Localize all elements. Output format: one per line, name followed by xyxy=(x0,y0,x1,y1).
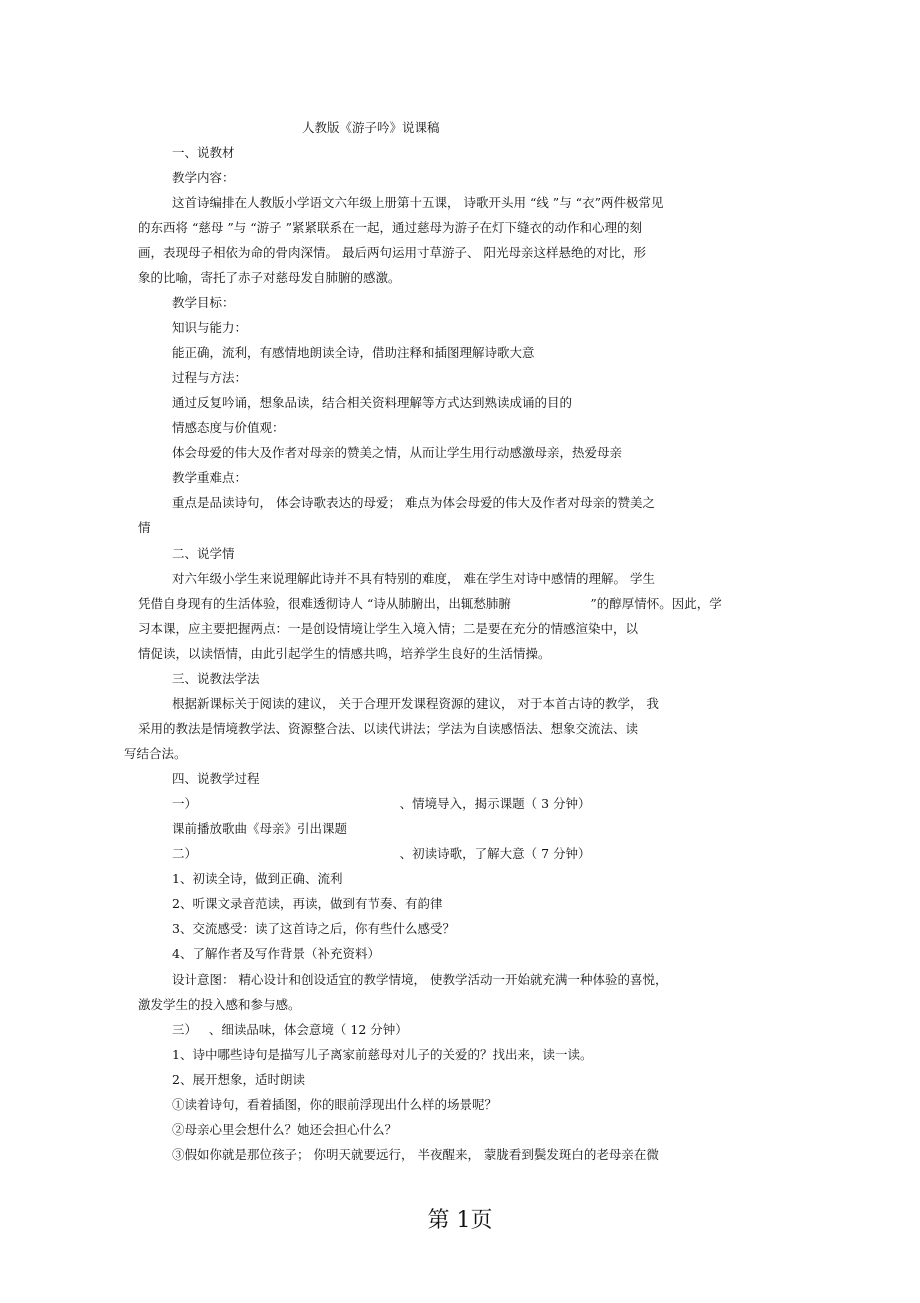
paragraph-line: 课前播放歌曲《母亲》引出课题 xyxy=(172,821,348,836)
paragraph-line: ①读着诗句，看着插图，你的眼前浮现出什么样的场景呢？ xyxy=(172,1097,498,1112)
paragraph-line: 这首诗编排在人教版小学语文六年级上册第十五课， 诗歌开头用 “线 ”与 “衣”两件极常见 xyxy=(172,195,664,210)
paragraph-line: 1、初读全诗，做到正确、流利 xyxy=(172,871,343,886)
paragraph-line: 教学目标： xyxy=(172,295,235,310)
paragraph-line: ③假如你就是那位孩子； 你明天就要远行， 半夜醒来， 蒙胧看到鬓发斑白的老母亲在微 xyxy=(172,1147,659,1162)
paragraph-line: 习本课，应主要把握两点：一是创设情境让学生入境入情；二是要在充分的情感渲染中，以 xyxy=(138,621,639,636)
paragraph-line: 重点是品读诗句， 体会诗歌表达的母爱； 难点为体会母爱的伟大及作者对母亲的赞美之 xyxy=(172,495,655,510)
paragraph-line: 的东西将 “慈母 ”与 “游子 ”紧紧联系在一起，通过慈母为游子在灯下缝衣的动作和心理的刻 xyxy=(138,220,642,235)
paragraph-line: 写结合法。 xyxy=(124,746,187,761)
paragraph-line: 情感态度与价值观： xyxy=(172,420,285,435)
paragraph-line: 知识与能力： xyxy=(172,320,248,335)
paragraph-line: 过程与方法： xyxy=(172,370,248,385)
paragraph-line: 凭借自身现有的生活体验，很难透彻诗人 “诗从肺腑出，出辄愁肺腑 ”的醇厚情怀。因此，学 xyxy=(138,596,722,611)
paragraph-line: ②母亲心里会想什么？她还会担心什么？ xyxy=(172,1122,398,1137)
paragraph-line: 象的比喻，寄托了赤子对慈母发自肺腑的感激。 xyxy=(138,270,401,285)
paragraph-line: 3、交流感受：读了这首诗之后，你有些什么感受？ xyxy=(172,921,455,936)
paragraph-line: 三） 、细读品味，体会意境（ 12 分钟） xyxy=(172,1022,408,1037)
paragraph-line: 通过反复吟诵，想象品读，结合相关资料理解等方式达到熟读成诵的目的 xyxy=(172,395,573,410)
section-heading: 四、说教学过程 xyxy=(172,771,260,786)
section-heading: 三、说教法学法 xyxy=(172,671,260,686)
paragraph-line: 教学内容： xyxy=(172,170,235,185)
document-title: 人教版《游子吟》说课稿 xyxy=(302,120,440,135)
paragraph-line: 二） 、初读诗歌，了解大意（ 7 分钟） xyxy=(172,846,591,861)
paragraph-line: 教学重难点： xyxy=(172,470,248,485)
paragraph-line: 画，表现母子相依为命的骨肉深情。 最后两句运用寸草游子、 阳光母亲这样悬绝的对比，形 xyxy=(138,245,646,260)
paragraph-line: 能正确，流利，有感情地朗读全诗，借助注释和插图理解诗歌大意 xyxy=(172,345,535,360)
page-number: 第 1页 xyxy=(427,1208,493,1233)
paragraph-line: 对六年级小学生来说理解此诗并不具有特别的难度， 难在学生对诗中感情的理解。 学生 xyxy=(172,571,655,586)
paragraph-line: 体会母爱的伟大及作者对母亲的赞美之情，从而让学生用行动感激母亲，热爱母亲 xyxy=(172,445,623,460)
paragraph-line: 采用的教法是情境教学法、资源整合法、以读代讲法；学法为自读感悟法、想象交流法、读 xyxy=(138,721,639,736)
section-heading: 二、说学情 xyxy=(172,546,235,561)
paragraph-line: 激发学生的投入感和参与感。 xyxy=(138,997,301,1012)
paragraph-line: 情促读，以读悟情，由此引起学生的情感共鸣，培养学生良好的生活情操。 xyxy=(138,646,551,661)
paragraph-line: 设计意图： 精心设计和创设适宜的教学情境， 使教学活动一开始就充满一种体验的喜悦， xyxy=(172,972,668,987)
paragraph-line: 4、了解作者及写作背景（补充资料） xyxy=(172,946,380,961)
paragraph-line: 情 xyxy=(138,520,151,535)
section-heading: 一、说教材 xyxy=(172,145,235,160)
paragraph-line: 2、听课文录音范读，再读，做到有节奏、有韵律 xyxy=(172,896,443,911)
paragraph-line: 一） 、情境导入，揭示课题（ 3 分钟） xyxy=(172,796,591,811)
paragraph-line: 根据新课标关于阅读的建议， 关于合理开发课程资源的建议， 对于本首古诗的教学， 我 xyxy=(172,696,659,711)
paragraph-line: 1、诗中哪些诗句是描写儿子离家前慈母对儿子的关爱的？找出来，读一读。 xyxy=(172,1047,593,1062)
paragraph-line: 2、展开想象，适时朗读 xyxy=(172,1072,305,1087)
